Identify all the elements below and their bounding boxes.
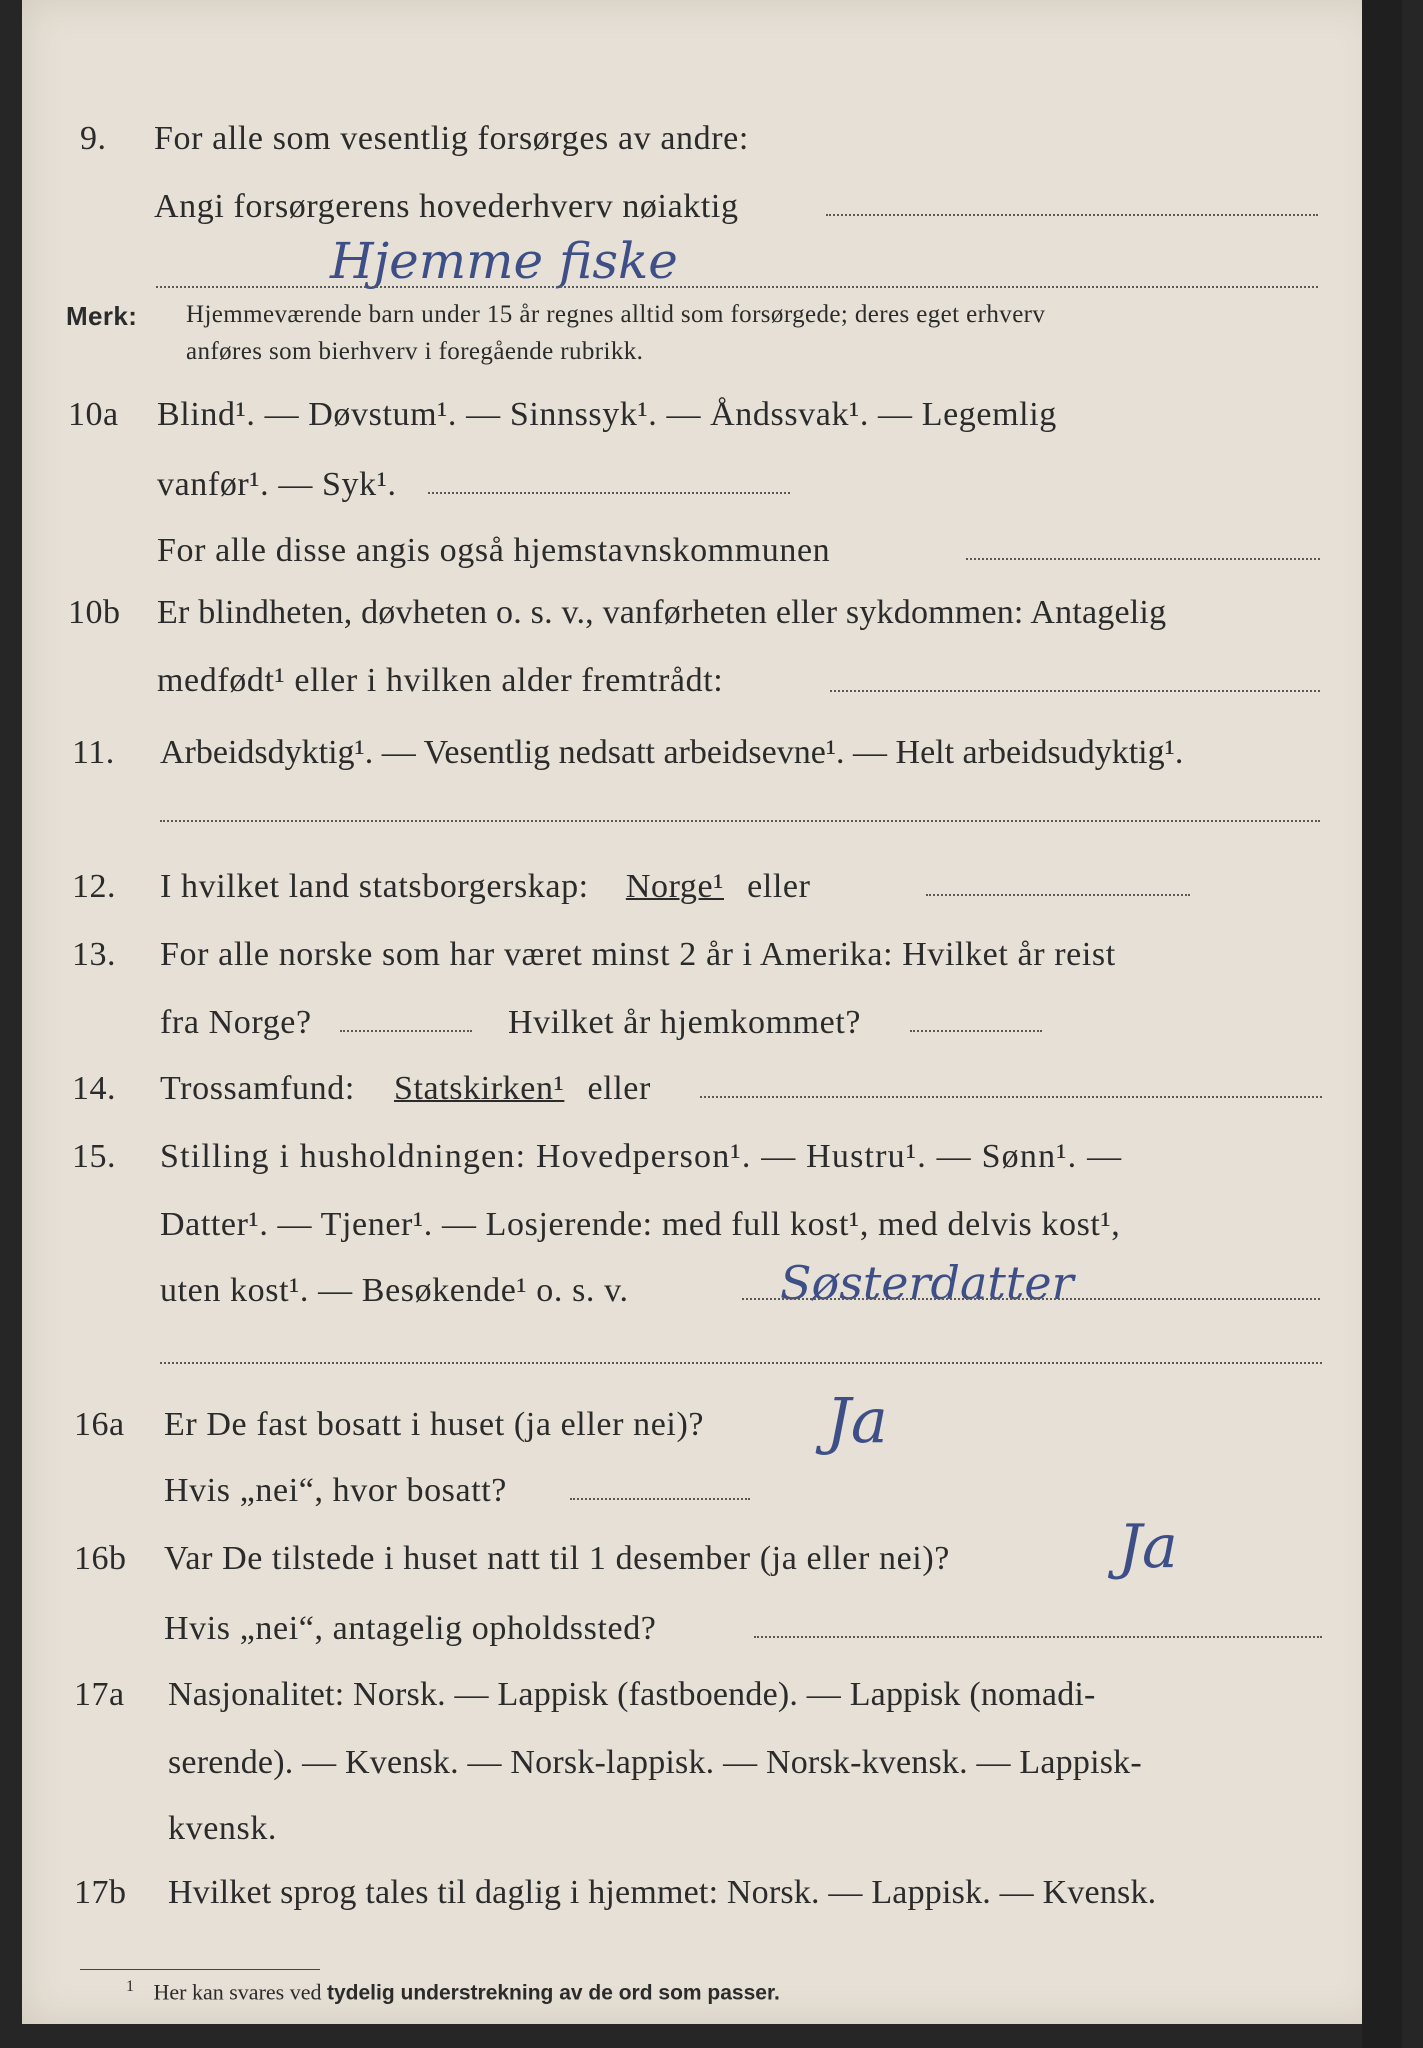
q10b-line1: Er blindheten, døvheten o. s. v., vanførheten eller sykdommen: Antagelig bbox=[157, 594, 1167, 631]
q16b-line2: Hvis „nei“, antagelig opholdssted? bbox=[164, 1610, 657, 1647]
q12-text bbox=[160, 868, 811, 906]
q10a-hometown-line bbox=[966, 558, 1320, 560]
q9-line1: For alle som vesentlig forsørges av andre: bbox=[154, 120, 749, 157]
q16a-answer-line bbox=[570, 1498, 750, 1500]
q12-number: 12. bbox=[72, 868, 116, 905]
q10b-line2: medfødt¹ eller i hvilken alder fremtrådt: bbox=[157, 662, 724, 699]
footnote-rule bbox=[80, 1969, 320, 1970]
q10a-line1: Blind¹. — Døvstum¹. — Sinnssyk¹. — Åndssvak¹. — Legemlig bbox=[157, 396, 1057, 433]
footnote-bold-text: tydelig understrekning av de ord som passer. bbox=[327, 1981, 780, 2005]
q15-line3: uten kost¹. — Besøkende¹ o. s. v. bbox=[160, 1272, 629, 1309]
q17a-line3: kvensk. bbox=[168, 1810, 278, 1847]
q10a-number: 10a bbox=[68, 396, 119, 433]
q17a-line2: serende). — Kvensk. — Norsk-lappisk. — Norsk-kvensk. — Lappisk- bbox=[168, 1744, 1142, 1781]
q14-prefix: Trossamfund: bbox=[160, 1070, 355, 1107]
q10b-number: 10b bbox=[68, 594, 121, 631]
q9-number: 9. bbox=[80, 120, 107, 157]
q9-handwritten-answer: Hjemme fiske bbox=[330, 232, 678, 290]
q14-answer-line bbox=[700, 1096, 1322, 1098]
q16a-handwritten-answer: Ja bbox=[826, 1384, 888, 1457]
q14-suffix: eller bbox=[587, 1070, 651, 1107]
q9-line2: Angi forsørgerens hovederhverv nøiaktig bbox=[154, 188, 739, 225]
q10b-answer-line bbox=[830, 690, 1320, 692]
q12-suffix: eller bbox=[747, 868, 811, 905]
q13-line2a: fra Norge? bbox=[160, 1004, 312, 1041]
page-edge-shadow bbox=[1362, 0, 1402, 2048]
merk-label: Merk: bbox=[66, 301, 138, 331]
q17a-line1: Nasjonalitet: Norsk. — Lappisk (fastboende). — Lappisk (nomadi- bbox=[168, 1676, 1096, 1713]
q15-line1: Stilling i husholdningen: Hovedperson¹. — Hustru¹. — Sønn¹. — bbox=[160, 1138, 1123, 1175]
q13-line2b: Hvilket år hjemkommet? bbox=[508, 1004, 862, 1041]
merk-line1: Hjemmeværende barn under 15 år regnes alltid som forsørgede; deres eget erhverv bbox=[186, 301, 1046, 328]
q9-answer-line-1 bbox=[826, 214, 1318, 216]
q17b-number: 17b bbox=[74, 1874, 127, 1911]
q16a-line1: Er De fast bosatt i huset (ja eller nei)? bbox=[164, 1406, 705, 1443]
q13-year-returned-line bbox=[910, 1030, 1042, 1032]
q10a-line3: For alle disse angis også hjemstavnskommunen bbox=[157, 532, 831, 569]
q15-number: 15. bbox=[72, 1138, 116, 1175]
q14-number: 14. bbox=[72, 1070, 116, 1107]
q9-answer-line-2 bbox=[156, 286, 1318, 288]
q11-answer-line bbox=[160, 820, 1320, 822]
q16a-number: 16a bbox=[74, 1406, 125, 1443]
q17b-line1: Hvilket sprog tales til daglig i hjemmet: Norsk. — Lappisk. — Kvensk. bbox=[168, 1874, 1157, 1911]
footnote bbox=[126, 1978, 780, 2005]
q15-handwritten-answer: Søsterdatter bbox=[780, 1256, 1074, 1310]
q13-line1: For alle norske som har været minst 2 år i Amerika: Hvilket år reist bbox=[160, 936, 1116, 973]
q16a-line2: Hvis „nei“, hvor bosatt? bbox=[164, 1472, 507, 1509]
q13-number: 13. bbox=[72, 936, 116, 973]
q10a-line2: vanfør¹. — Syk¹. bbox=[157, 466, 397, 503]
q16b-answer-line bbox=[754, 1636, 1322, 1638]
q14-text bbox=[160, 1070, 651, 1108]
merk-line2: anføres som bierhverv i foregående rubrikk. bbox=[186, 338, 644, 365]
q10a-answer-line bbox=[428, 492, 790, 494]
q14-selected-statskirken: Statskirken¹ bbox=[393, 1070, 565, 1107]
q16b-line1: Var De tilstede i huset natt til 1 desember (ja eller nei)? bbox=[164, 1540, 950, 1577]
q16b-handwritten-answer: Ja bbox=[1118, 1512, 1178, 1582]
q12-selected-norge: Norge¹ bbox=[625, 868, 724, 905]
q15-line2: Datter¹. — Tjener¹. — Losjerende: med full kost¹, med delvis kost¹, bbox=[160, 1206, 1121, 1243]
q12-prefix: I hvilket land statsborgerskap: bbox=[160, 868, 589, 905]
q12-answer-line bbox=[926, 894, 1190, 896]
q17a-number: 17a bbox=[74, 1676, 125, 1713]
q16b-number: 16b bbox=[74, 1540, 127, 1577]
q11-number: 11. bbox=[72, 734, 115, 771]
footnote-mark: 1 bbox=[126, 1978, 134, 1995]
q15-answer-line-1 bbox=[742, 1298, 1320, 1300]
footnote-text: Her kan svares ved bbox=[153, 1979, 322, 2005]
q11-line1: Arbeidsdyktig¹. — Vesentlig nedsatt arbeidsevne¹. — Helt arbeidsudyktig¹. bbox=[160, 734, 1184, 771]
q15-answer-line-2 bbox=[160, 1362, 1322, 1364]
q13-year-left-line bbox=[340, 1030, 472, 1032]
